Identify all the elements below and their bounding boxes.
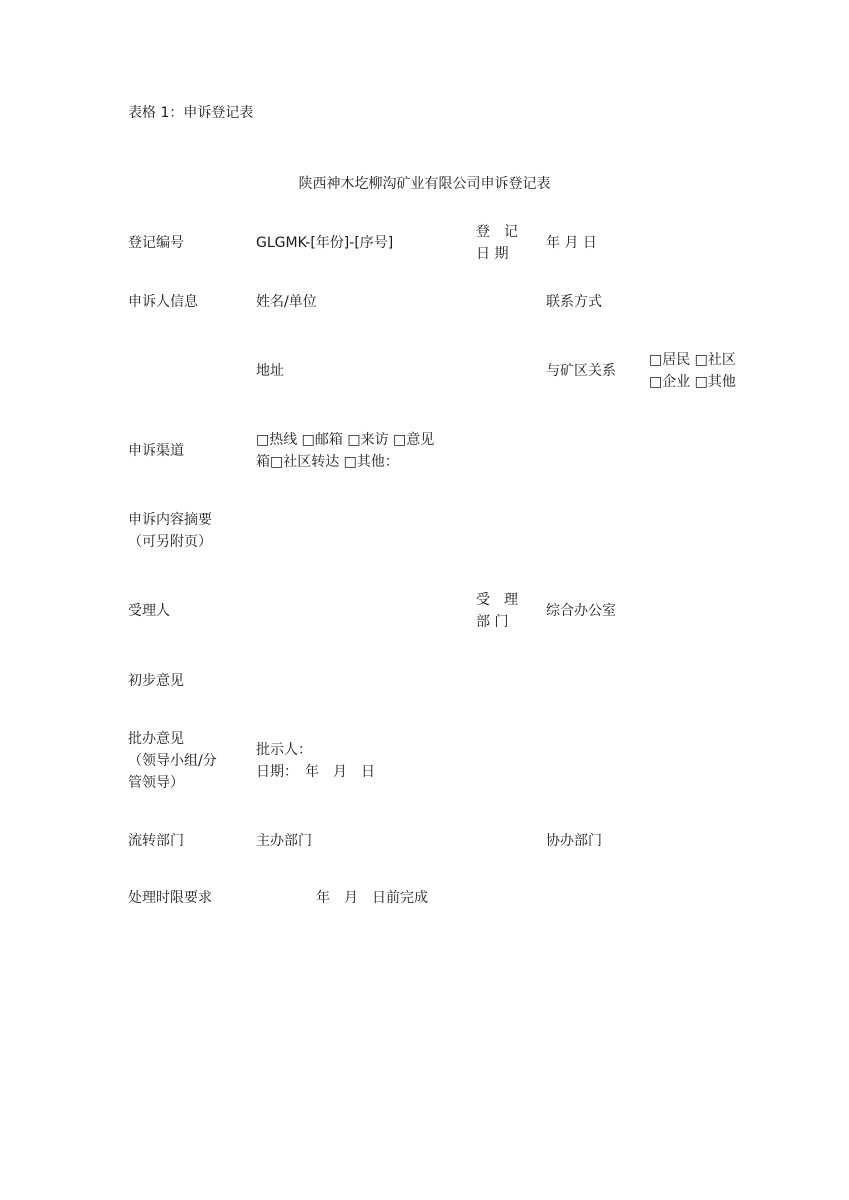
- contact-label: 联系方式: [546, 294, 602, 310]
- relation-options-line2: □企业 □其他: [649, 374, 736, 390]
- assist-dept-label: 协办部门: [546, 833, 602, 849]
- main-dept-label: 主办部门: [256, 833, 312, 849]
- channel-label: 申诉渠道: [128, 443, 184, 459]
- approval-label-line3: 管领导）: [128, 775, 184, 791]
- transfer-label: 流转部门: [128, 833, 184, 849]
- reg-date-label-line2: 日 期: [476, 246, 509, 262]
- reg-date-label-line1: 登 记: [476, 224, 518, 240]
- relation-label: 与矿区关系: [546, 363, 616, 379]
- handler-label: 受理人: [128, 603, 170, 619]
- handler-dept-value: 综合办公室: [546, 603, 616, 619]
- name-unit-label: 姓名/单位: [256, 294, 317, 310]
- deadline-label: 处理时限要求: [128, 890, 212, 906]
- reg-no-label: 登记编号: [128, 235, 184, 251]
- form-title: 陕西神木圪柳沟矿业有限公司申诉登记表: [298, 176, 551, 192]
- summary-label-line2: （可另附页）: [128, 534, 212, 550]
- handler-dept-label-line2: 部 门: [476, 614, 509, 630]
- document-heading: 表格 1：申诉登记表: [128, 105, 254, 121]
- preliminary-label: 初步意见: [128, 673, 184, 689]
- handler-dept-label-line1: 受 理: [476, 592, 518, 608]
- deadline-value: 年 月 日前完成: [316, 890, 428, 906]
- complainant-label: 申诉人信息: [128, 294, 198, 310]
- approval-date-line: 日期： 年 月 日: [256, 764, 375, 780]
- address-label: 地址: [256, 363, 284, 379]
- reg-date-value: 年 月 日: [546, 235, 597, 251]
- channel-options-line2: 箱□社区转达 □其他：: [256, 454, 399, 470]
- approver-label: 批示人：: [256, 742, 312, 758]
- relation-options-line1: □居民 □社区: [649, 352, 736, 368]
- reg-no-value: GLGMK-[年份]-[序号]: [256, 235, 394, 251]
- summary-label-line1: 申诉内容摘要: [128, 512, 212, 528]
- approval-label-line2: （领导小组/分: [128, 753, 217, 769]
- approval-label-line1: 批办意见: [128, 731, 184, 747]
- channel-options-line1: □热线 □邮箱 □来访 □意见: [256, 432, 435, 448]
